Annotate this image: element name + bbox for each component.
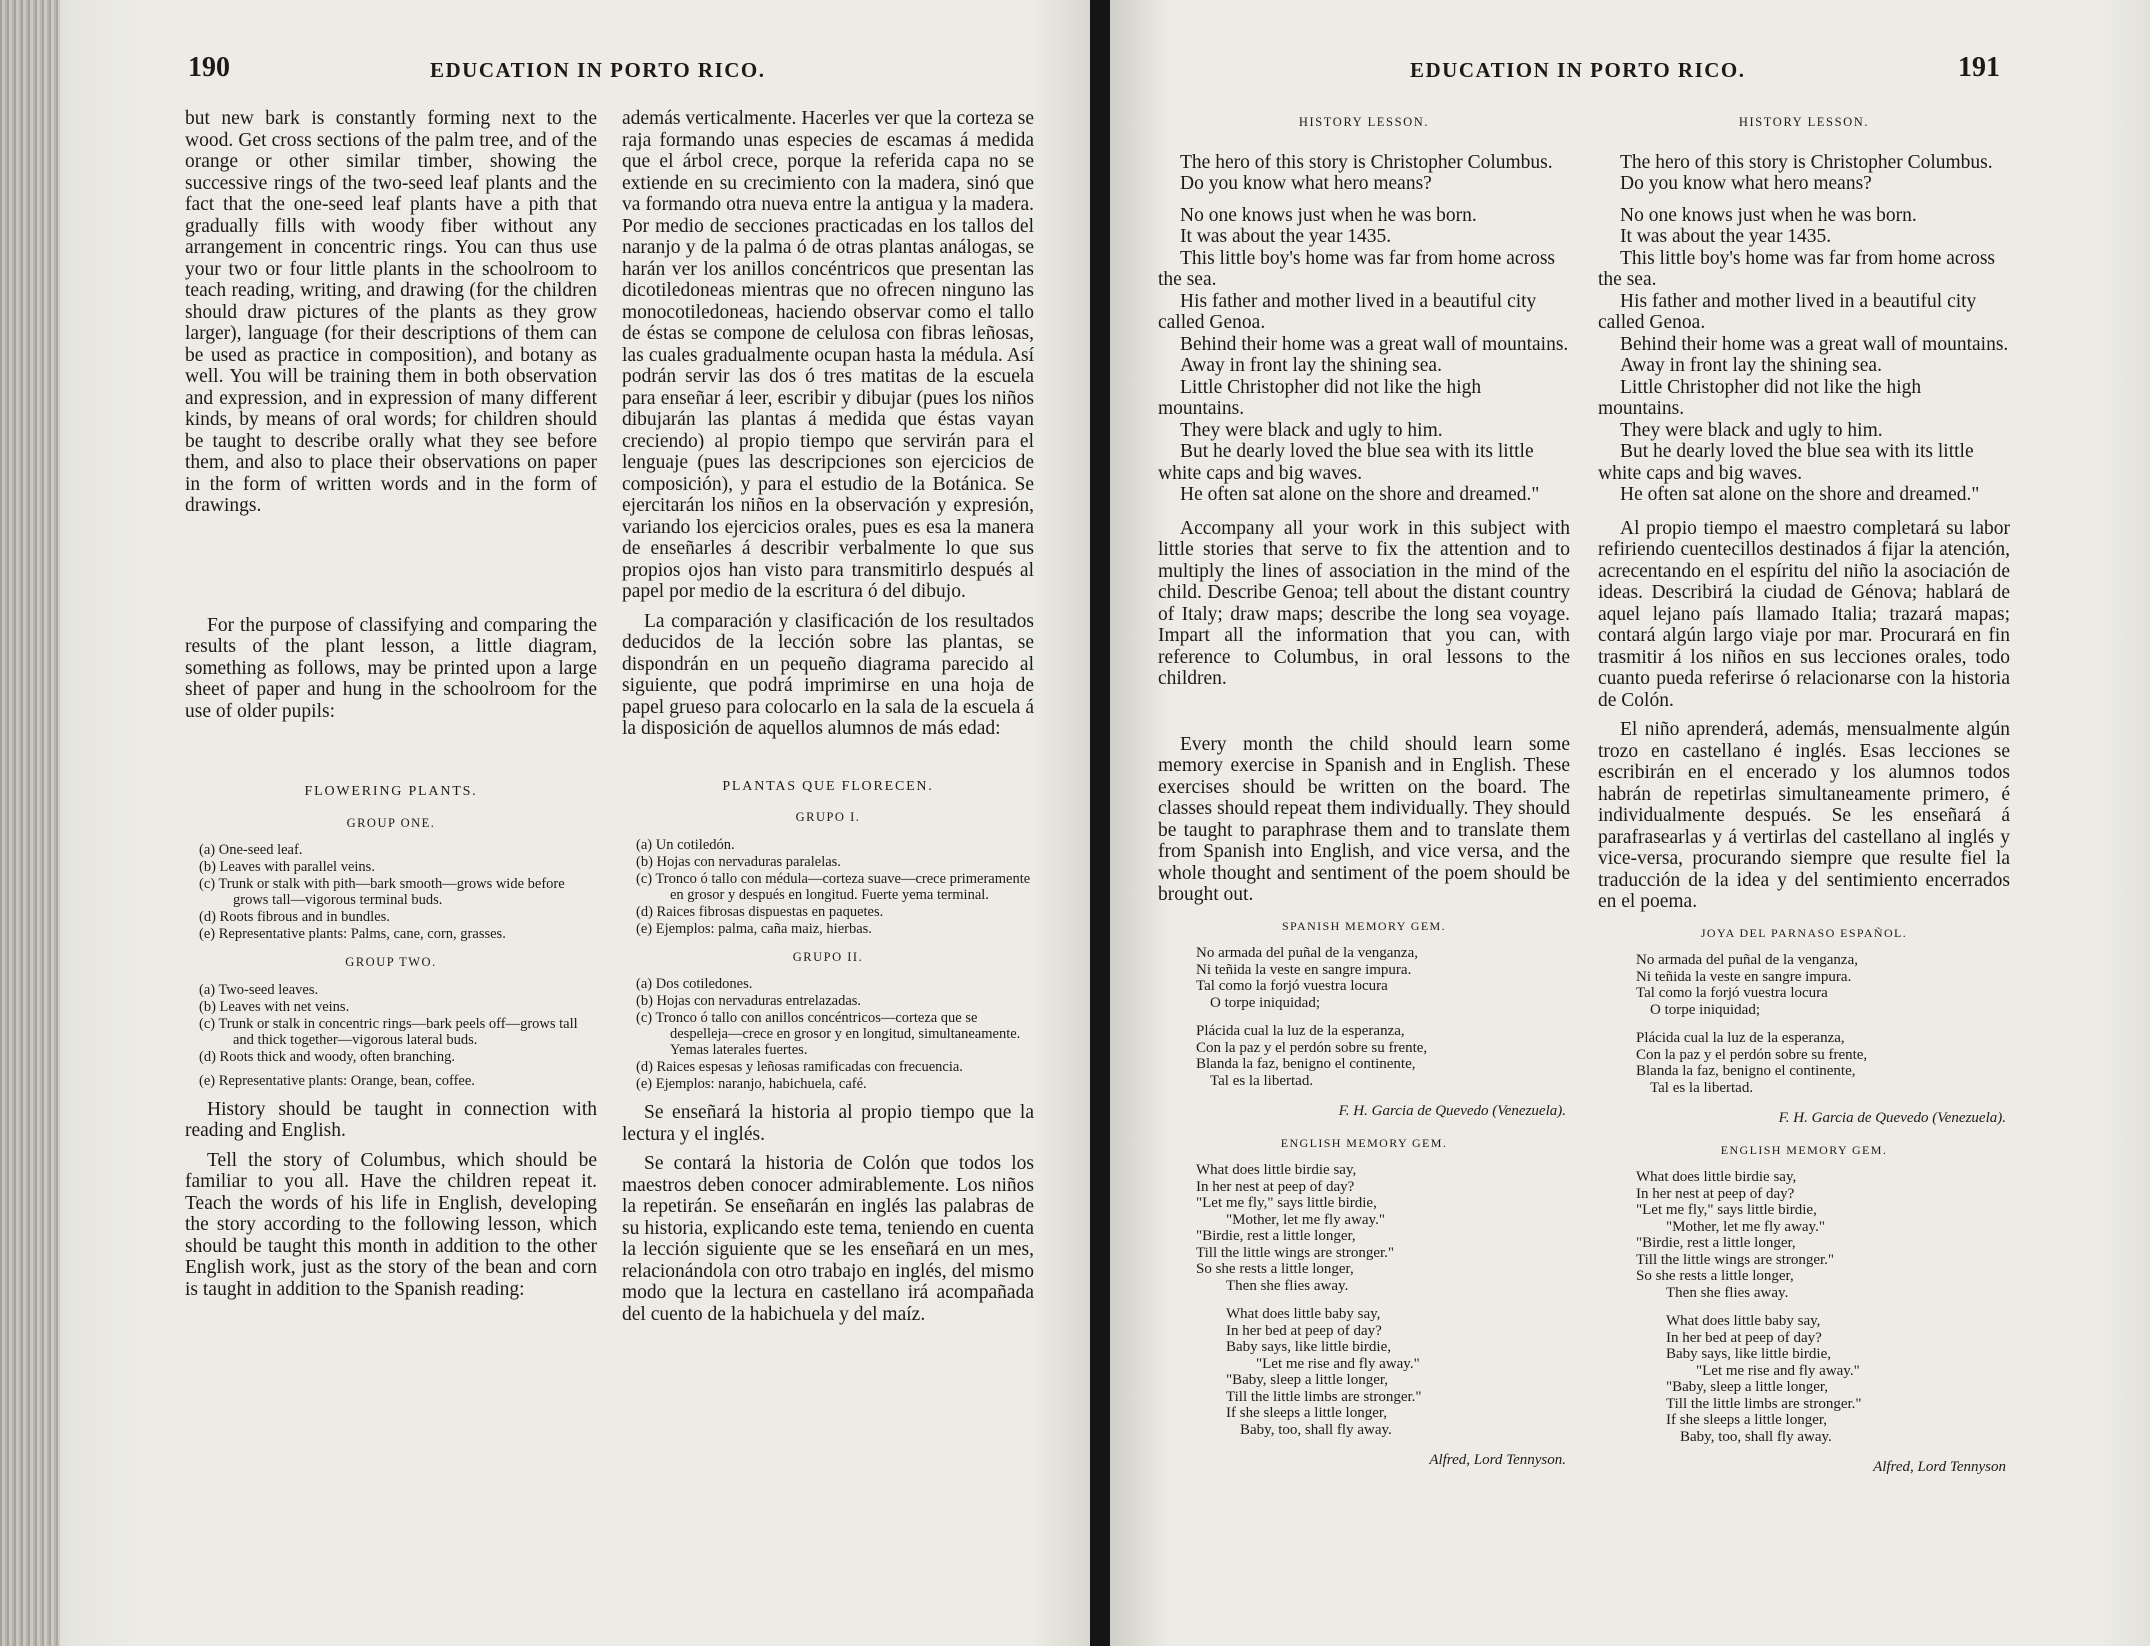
es-history-paragraph: Se enseñará la historia al propio tiempo que la lectura y el inglés. — [622, 1102, 1034, 1145]
lesson-line: But he dearly loved the blue sea with its little white caps and big waves. — [1598, 441, 1974, 484]
lesson-line: They were black and ugly to him. — [1180, 419, 1443, 441]
es-table-title: PLANTAS QUE FLORECEN. — [722, 778, 934, 794]
list-item: (e) Representative plants: Orange, bean, coffee. — [199, 1072, 475, 1089]
en-group1-list — [185, 842, 597, 942]
en-history-paragraph: History should be taught in connection with reading and English. — [185, 1098, 597, 1141]
poem-line: O torpe iniquidad; — [1210, 994, 1320, 1011]
poem-line: Baby, too, shall fly away. — [1680, 1428, 1832, 1445]
spanish-column — [1598, 112, 2010, 1489]
poem-line: Con la paz y el perdón sobre su frente, — [1196, 1039, 1428, 1056]
poem-line: In her bed at peep of day? — [1226, 1322, 1382, 1339]
poem-line: "Birdie, rest a little longer, — [1636, 1235, 1796, 1251]
poem-line: In her nest at peep of day? — [1196, 1178, 1355, 1195]
spanish-gem-poem — [1196, 945, 1570, 1089]
lesson-line: He often sat alone on the shore and dreamed." — [1620, 484, 1980, 505]
list-item: (a) Two-seed leaves. — [199, 981, 319, 998]
lesson-line: This little boy's home was far from home across the sea. — [1158, 247, 1556, 290]
es-intro-paragraph: además verticalmente. Hacerles ver que la corteza se raja formando unas especies de escamas á medida que el árbol crece, porque la referida capa no se extiende en su crecimiento con la madera, sinó que va formando otra nueva entre la antigua y la madera. Por medio de secciones practicadas en los tallos del naranjo y de la palma ó de otras plantas análogas, se harán ver los anillos concéntricos que presentan las dicotiledoneas mientras que no ofrecen ninguno las monocotiledoneas, haciendo observar como el tallo de éstas se compone de celulosa con fibras leñosas, las cuales gradualmente ocupan hasta la médula. Así podrán servir las dos ó tres matitas de la escuela para enseñar á leer, escribir y dibujar (pues los niños dibujarán las plantas á medida que éstas vayan creciendo) al propio tiempo que servirán para el lenguaje (pues las descripciones son ejercicios de composición), y para el estudio de la Botánica. Se ejercitarán los niños en la observación y expresión, variando los ejercicios orales, pues es esa la manera de enseñarles á describir verbalmente lo que sus propios ojos han visto para transmitirlo después al papel por medio de la escritura ó del dibujo. — [622, 108, 1034, 602]
es-memory-paragraph: El niño aprenderá, además, mensualmente algún trozo en castellano é inglés. Esas lecciones se escribirán en el encerado y los alumnos todos habrán de repetirlas simultaneamente primero, é individualmente después. Se les enseñará á parafrasearlas y á vertirlas del castellano al inglés y vice-versa, procurando siempre que resulte fiel la traducción de la idea y del sentimiento encerrados en el poema. — [1598, 719, 2010, 912]
poem-line: Baby says, like little birdie, — [1666, 1346, 1831, 1362]
en-group2-list — [185, 982, 597, 1089]
lesson-line: The hero of this story is Christopher Columbus. — [1180, 151, 1553, 173]
list-item: (e) Representative plants: Palms, cane, corn, grasses. — [199, 926, 506, 942]
list-item: (a) One-seed leaf. — [199, 842, 303, 858]
english-gem-title: ENGLISH MEMORY GEM. — [1720, 1142, 1888, 1157]
list-item: (a) Dos cotiledones. — [636, 976, 753, 992]
poem-line: Till the little wings are stronger." — [1196, 1244, 1395, 1261]
book-page-edges — [0, 0, 60, 1646]
poem-line: "Let me rise and fly away." — [1256, 1355, 1420, 1372]
history-lesson-title: HISTORY LESSON. — [1298, 115, 1430, 129]
lesson-line: He often sat alone on the shore and dreamed." — [1180, 484, 1540, 505]
poem-line: O torpe iniquidad; — [1650, 1001, 1760, 1018]
lesson-line: This little boy's home was far from home across the sea. — [1598, 247, 1996, 290]
poem-line: "Baby, sleep a little longer, — [1226, 1372, 1389, 1388]
lesson-line: Little Christopher did not like the high mountains. — [1598, 376, 1922, 419]
lesson-line: Behind their home was a great wall of mountains. — [1620, 333, 2009, 355]
poem-line: Tal como la forjó vuestra locura — [1196, 978, 1388, 994]
lesson-line: The hero of this story is Christopher Columbus. — [1620, 151, 1993, 173]
right-page — [1110, 0, 2150, 1646]
poem-line: Ni teñida la veste en sangre impura. — [1636, 968, 1852, 985]
list-item: (b) Leaves with parallel veins. — [199, 859, 375, 875]
english-gem-title: ENGLISH MEMORY GEM. — [1280, 1135, 1448, 1150]
lesson-line: Little Christopher did not like the high mountains. — [1158, 376, 1482, 419]
poem-line: If she sleeps a little longer, — [1666, 1412, 1828, 1428]
spanish-gem-author: F. H. Garcia de Quevedo (Venezuela). — [1338, 1103, 1566, 1119]
spanish-gem-author: F. H. Garcia de Quevedo (Venezuela). — [1778, 1110, 2006, 1126]
english-column — [185, 108, 597, 1308]
history-lesson-title: HISTORY LESSON. — [1738, 115, 1870, 129]
poem-line: Blanda la faz, benigno el continente, — [1196, 1056, 1416, 1072]
list-item: (c) Trunk or stalk with pith—bark smooth—grows wide before grows tall—vigorous terminal buds. — [199, 876, 565, 908]
poem-line: "Let me fly," says little birdie, — [1196, 1195, 1377, 1211]
es-group2-title: GRUPO II. — [792, 949, 864, 964]
poem-line: No armada del puñal de la venganza, — [1636, 952, 1858, 968]
lesson-line: Behind their home was a great wall of mountains. — [1180, 333, 1569, 355]
poem-line: What does little baby say, — [1666, 1313, 1821, 1329]
lesson-line: His father and mother lived in a beautiful city called Genoa. — [1158, 290, 1537, 333]
page-number: 191 — [1958, 52, 2000, 83]
lesson-line: It was about the year 1435. — [1620, 226, 1832, 247]
list-item: (e) Ejemplos: palma, caña maiz, hierbas. — [636, 920, 872, 937]
poem-line: Plácida cual la luz de la esperanza, — [1636, 1030, 1845, 1046]
poem-line: Baby says, like little birdie, — [1226, 1339, 1391, 1355]
lesson-line: Do you know what hero means? — [1620, 173, 1872, 194]
poem-line: What does little birdie say, — [1636, 1169, 1797, 1185]
poem-line: What does little baby say, — [1226, 1306, 1381, 1322]
es-group1-list — [622, 837, 1034, 937]
poem-line: Plácida cual la luz de la esperanza, — [1196, 1023, 1405, 1039]
poem-line: Ni teñida la veste en sangre impura. — [1196, 961, 1412, 978]
poem-line: In her nest at peep of day? — [1636, 1185, 1795, 1202]
es-accompany-paragraph: Al propio tiempo el maestro completará su labor refiriendo cuentecillos destinados á fijar la atención, acrecentando en el espíritu del niño la asociación de ideas. Describirá la ciudad de Génova; hablará de aquel lejano país llamado Italia; trazará mapas; contará algún largo viaje por mar. Procurará en fin trasmitir á los niños en sus lecciones orales, todo cuanto pueda referirse ó relacionarse con la historia de Colón. — [1598, 517, 2010, 711]
poem-line: In her bed at peep of day? — [1666, 1329, 1822, 1346]
poem-line: "Baby, sleep a little longer, — [1666, 1379, 1829, 1395]
list-item: (c) Tronco ó tallo con anillos concéntricos—corteza que se despelleja—crece en grosor y en longitud, simultaneamente. Yemas laterales fuertes. — [636, 1010, 1021, 1058]
en-accompany-paragraph: Accompany all your work in this subject with little stories that serve to fix the attention and to multiply the lines of association in the mind of the child. Describe Genoa; tell about the distant country of Italy; draw maps; describe the long sea voyage. Impart all the information that you can, with reference to Columbus, in oral lessons to the children. — [1158, 517, 1570, 689]
english-gem-poem — [1196, 1162, 1570, 1438]
en-group2-title: GROUP TWO. — [345, 955, 437, 969]
poem-line: Con la paz y el perdón sobre su frente, — [1636, 1046, 1868, 1063]
en-classify-paragraph: For the purpose of classifying and comparing the results of the plant lesson, a little diagram, something as follows, may be printed upon a large sheet of paper and hung in the schoolroom for the use of older pupils: — [185, 614, 597, 722]
es-group2-list — [622, 976, 1034, 1092]
poem-line: So she rests a little longer, — [1196, 1261, 1354, 1277]
lesson-line: But he dearly loved the blue sea with its little white caps and big waves. — [1158, 441, 1534, 484]
lesson-line: Away in front lay the shining sea. — [1180, 355, 1442, 376]
list-item: (d) Raices fibrosas dispuestas en paquetes. — [636, 903, 884, 920]
spanish-column — [622, 108, 1034, 1333]
list-item: (a) Un cotiledón. — [636, 836, 735, 853]
poem-line: Till the little limbs are stronger." — [1666, 1395, 1862, 1412]
list-item: (c) Tronco ó tallo con médula—corteza suave—crece primeramente en grosor y después en longitud. Fuerte yema terminal. — [636, 870, 1031, 903]
en-group1-title: GROUP ONE. — [346, 815, 436, 830]
english-gem-poem — [1636, 1169, 2010, 1445]
poem-line: Baby, too, shall fly away. — [1240, 1421, 1392, 1438]
poem-line: Tal es la libertad. — [1210, 1072, 1314, 1089]
poem-line: Blanda la faz, benigno el continente, — [1636, 1063, 1856, 1079]
poem-line: Then she flies away. — [1666, 1284, 1789, 1301]
en-intro-paragraph: but new bark is constantly forming next to the wood. Get cross sections of the palm tree, and of the orange or other similar timber, showing the successive rings of the two-seed leaf plants and the fact that the one-seed leaf plants have a pith that gradually fills with woody fiber without any arrangement in concentric rings. You can thus use your two or four little plants in the schoolroom to teach reading, writing, and drawing (for the children should draw pictures of the plants as they grow larger), language (for their descriptions of them can be used as practice in composition), and botany as well. You will be training them in both observation and expression, and in expression of many different kinds, by means of oral words; for children should be taught to describe orally what they see before them, and also to place their observations on paper in the form of written words and in the form of drawings. — [185, 108, 597, 516]
english-gem-author: Alfred, Lord Tennyson — [1873, 1459, 2006, 1475]
lesson-line: His father and mother lived in a beautiful city called Genoa. — [1598, 290, 1977, 333]
lesson-line: No one knows just when he was born. — [1180, 204, 1477, 226]
lesson-line: They were black and ugly to him. — [1620, 419, 1883, 441]
poem-line: No armada del puñal de la venganza, — [1196, 945, 1418, 961]
poem-line: "Let me rise and fly away." — [1696, 1362, 1860, 1379]
en-table-title: FLOWERING PLANTS. — [304, 784, 478, 799]
lesson-line: It was about the year 1435. — [1180, 226, 1392, 247]
poem-line: Then she flies away. — [1226, 1277, 1349, 1294]
list-item: (d) Roots fibrous and in bundles. — [199, 909, 390, 925]
list-item: (b) Hojas con nervaduras entrelazadas. — [636, 993, 862, 1009]
poem-line: Till the little wings are stronger." — [1636, 1251, 1835, 1268]
list-item: (b) Leaves with net veins. — [199, 998, 350, 1015]
es-classify-paragraph: La comparación y clasificación de los resultados deducidos de la lección sobre las plantas, se dispondrán en un pequeño diagrama parecido al siguiente, que podrá imprimirse en una hoja de papel grueso para colocarlo en la sala de la escuela á la disposición de aquellos alumnos de más edad: — [622, 610, 1034, 739]
list-item: (e) Ejemplos: naranjo, habichuela, café. — [636, 1076, 867, 1092]
spanish-gem-poem — [1636, 952, 2010, 1096]
poem-line: What does little birdie say, — [1196, 1162, 1357, 1178]
poem-line: "Let me fly," says little birdie, — [1636, 1202, 1817, 1218]
spanish-gem-title: SPANISH MEMORY GEM. — [1281, 918, 1447, 933]
history-lesson — [1598, 152, 2010, 506]
english-gem-author: Alfred, Lord Tennyson. — [1429, 1452, 1566, 1468]
es-columbus-paragraph: Se contará la historia de Colón que todos los maestros deben conocer admirablemente. Los niños la repetirán. Se enseñarán en inglés las palabras de su historia, explicando este tema, teniendo en cuenta la lección siguiente que se les enseñará en un mes, relacionándola con otro trabajo en inglés, del mismo modo que la lectura en castellano irá acompañada del cuento de la habichuela y del maíz. — [622, 1153, 1034, 1325]
poem-line: "Birdie, rest a little longer, — [1196, 1228, 1356, 1244]
en-columbus-paragraph: Tell the story of Columbus, which should be familiar to you all. Have the children repeat it. Teach the words of his life in English, developing the story according to the following lesson, which should be taught this month in addition to the other English work, just as the story of the bean and corn is taught in addition to the Spanish reading: — [185, 1149, 597, 1300]
poem-line: So she rests a little longer, — [1636, 1268, 1794, 1284]
es-group1-title: GRUPO I. — [795, 810, 861, 824]
list-item: (d) Raices espesas y leñosas ramificadas con frecuencia. — [636, 1059, 963, 1075]
running-head: EDUCATION IN PORTO RICO. — [1410, 58, 1746, 82]
lesson-line: Do you know what hero means? — [1180, 173, 1432, 194]
page-number: 190 — [188, 52, 230, 83]
list-item: (c) Trunk or stalk in concentric rings—bark peels off—grows tall and thick together—vigorous lateral buds. — [199, 1015, 578, 1048]
spanish-gem-title: JOYA DEL PARNASO ESPAÑOL. — [1700, 925, 1908, 940]
list-item: (d) Roots thick and woody, often branching. — [199, 1048, 455, 1065]
poem-line: "Mother, let me fly away." — [1226, 1211, 1385, 1228]
history-lesson — [1158, 152, 1570, 506]
running-head: EDUCATION IN PORTO RICO. — [430, 58, 766, 82]
lesson-line: Away in front lay the shining sea. — [1620, 355, 1882, 376]
poem-line: Tal como la forjó vuestra locura — [1636, 985, 1828, 1001]
poem-line: Tal es la libertad. — [1650, 1079, 1754, 1096]
poem-line: If she sleeps a little longer, — [1226, 1405, 1388, 1421]
list-item: (b) Hojas con nervaduras paralelas. — [636, 853, 841, 870]
poem-line: Till the little limbs are stronger." — [1226, 1388, 1422, 1405]
poem-line: "Mother, let me fly away." — [1666, 1218, 1825, 1235]
en-memory-paragraph: Every month the child should learn some memory exercise in Spanish and in English. These exercises should be written on the board. The classes should repeat them individually. They should be taught to paraphrase them and to translate them from Spanish into English, and vice versa, and the whole thought and sentiment of the poem should be brought out. — [1158, 733, 1570, 905]
lesson-line: No one knows just when he was born. — [1620, 204, 1917, 226]
english-column — [1158, 112, 1570, 1482]
book-gutter — [1090, 0, 1110, 1646]
